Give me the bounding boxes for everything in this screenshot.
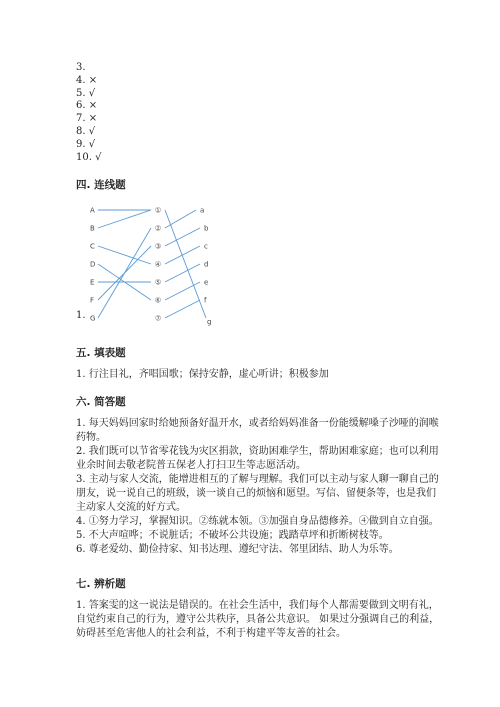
fill-table-answer bbox=[76, 368, 441, 382]
section-title-matching: 四. 连线题 bbox=[76, 179, 126, 191]
left-label: F bbox=[90, 296, 95, 305]
answer-item: 8. √ bbox=[76, 125, 96, 137]
left-column bbox=[90, 207, 95, 323]
left-label: G bbox=[90, 314, 96, 323]
middle-column bbox=[155, 207, 161, 323]
middle-label: ④ bbox=[154, 260, 162, 269]
connection-line bbox=[165, 228, 200, 246]
connection-line bbox=[165, 246, 200, 264]
right-column bbox=[200, 207, 211, 327]
answer-paragraph: 4. ①努力学习，掌握知识。②练就本领。③加强自身品德修养。④做到自立自强。 bbox=[76, 516, 439, 527]
analysis-answer bbox=[76, 599, 441, 641]
middle-label: ② bbox=[154, 224, 162, 233]
right-label: a bbox=[200, 206, 205, 215]
connection-line bbox=[98, 210, 151, 228]
short-answer-list bbox=[76, 417, 441, 557]
right-label: e bbox=[204, 278, 209, 287]
answer-item: 10. √ bbox=[76, 151, 102, 163]
connection-line bbox=[165, 210, 196, 228]
left-label: C bbox=[90, 242, 95, 251]
connection-lines bbox=[98, 210, 209, 318]
answer-paragraph: 5. 不大声喧哗；不说脏话；不破坏公共设施；践踏草坪和折断树枝等。 bbox=[76, 530, 389, 541]
middle-label: ③ bbox=[154, 242, 162, 251]
answer-item: 5. √ bbox=[76, 87, 96, 99]
right-label: c bbox=[204, 242, 208, 251]
answer-item: 6. × bbox=[76, 100, 98, 112]
left-label: D bbox=[90, 260, 96, 269]
connection-line bbox=[98, 246, 151, 264]
middle-label: ⑥ bbox=[154, 296, 162, 305]
answer-paragraph: 1. 每天妈妈回家时给她预备好温开水，或者给妈妈准备一份能缓解嗓子沙哑的润喉药物。 bbox=[76, 418, 439, 443]
answer-paragraph: 3. 主动与家人交流，能增进相互的了解与理解。我们可以主动与家人聊一聊自己的朋友，说一说自己的班级，谈一谈自己的烦恼和愿望。写信、留便条等，也是我们主动家人交流的好方式。 bbox=[76, 474, 439, 513]
left-label: E bbox=[90, 278, 95, 287]
right-label: g bbox=[207, 318, 212, 326]
matching-diagram bbox=[86, 200, 226, 330]
right-label: d bbox=[204, 260, 209, 269]
answer-item: 4. × bbox=[76, 74, 98, 86]
right-label: f bbox=[204, 296, 207, 305]
right-label: b bbox=[204, 224, 209, 233]
answer-paragraph: 1. 答案雯的这一说法是错误的。在社会生活中，我们每个人都需要做到文明有礼，自觉约束自己的行为，遵守公共秩序，具备公共意识。 如果过分强调自己的利益，妨碍甚至危害他人的社会利益，不利于构建平等友善的社会。 bbox=[76, 600, 440, 639]
answer-paragraph: 6. 尊老爱幼、勤俭持家、知书达理、遵纪守法、邻里团结、助人为乐等。 bbox=[76, 544, 399, 555]
middle-label: ① bbox=[154, 206, 162, 215]
section-title-fill-table: 五. 填表题 bbox=[76, 347, 126, 359]
answer-item: 3. bbox=[76, 62, 86, 73]
left-label: A bbox=[90, 206, 95, 215]
matching-item-number: 1. bbox=[76, 310, 86, 321]
connection-line bbox=[165, 264, 200, 282]
middle-label: ⑦ bbox=[154, 314, 162, 323]
connection-line bbox=[165, 300, 200, 318]
answer-item: 9. √ bbox=[76, 138, 96, 150]
section-title-analysis: 七. 辨析题 bbox=[76, 578, 126, 590]
answer-item: 7. × bbox=[76, 113, 98, 125]
answer-paragraph: 1. 行注目礼，齐唱国歌；保持安静，虚心听讲；积极参加 bbox=[76, 369, 329, 380]
answer-list bbox=[76, 62, 101, 164]
section-title-short-answer: 六. 简答题 bbox=[76, 396, 126, 408]
connection-line bbox=[165, 282, 200, 300]
left-label: B bbox=[90, 224, 95, 233]
connection-line bbox=[98, 228, 151, 318]
answer-paragraph: 2. 我们既可以节省零花钱为灾区捐款，资助困难学生，帮助困难家庭；也可以利用业余时间去敬老院普五保老人打扫卫生等志愿活动。 bbox=[76, 446, 439, 471]
middle-label: ⑤ bbox=[154, 278, 162, 287]
